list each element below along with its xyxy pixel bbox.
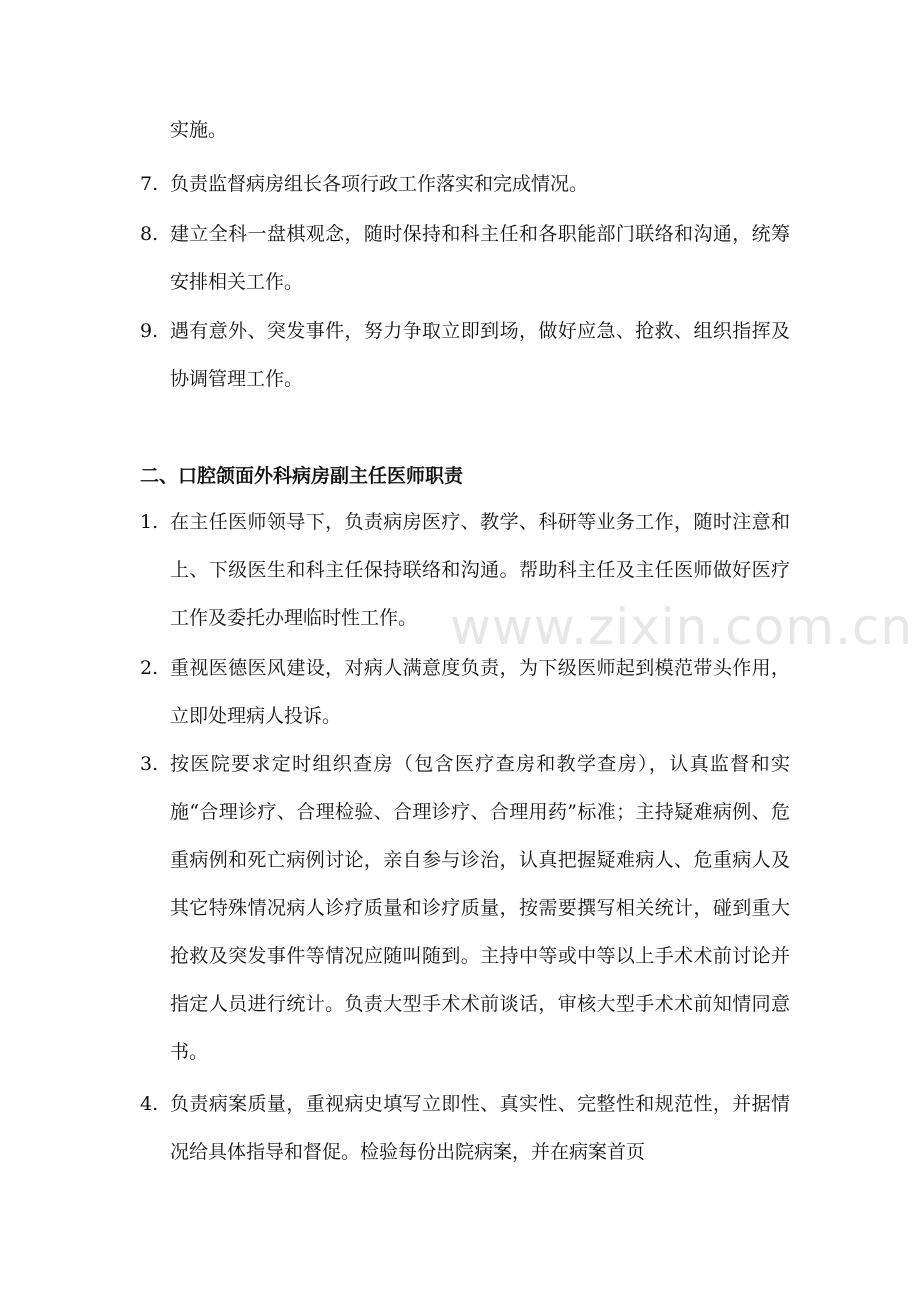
list-item-2 bbox=[140, 644, 790, 740]
list-item-8 bbox=[140, 210, 790, 306]
list-item-1 bbox=[140, 498, 790, 642]
item-number: 4. bbox=[140, 1093, 159, 1115]
item-text: 在主任医师领导下，负责病房医疗、教学、科研等业务工作，随时注意和上、下级医生和科主任保持联络和沟通。帮助科主任及主任医师做好医疗工作及委托办理临时性工作。 bbox=[170, 511, 790, 629]
item-text: 负责病案质量，重视病史填写立即性、真实性、完整性和规范性，并据情况给具体指导和督促。检验每份出院病案，并在病案首页 bbox=[170, 1093, 790, 1163]
list-item-3 bbox=[140, 740, 790, 1076]
item-text: 遇有意外、突发事件，努力争取立即到场，做好应急、抢救、组织指挥及协调管理工作。 bbox=[170, 320, 790, 390]
continued-text: 实施。 bbox=[170, 119, 228, 141]
item-number: 7. bbox=[140, 173, 159, 195]
item-text: 按医院要求定时组织查房（包含医疗查房和教学查房），认真监督和实施“合理诊疗、合理检验、合理诊疗、合理用药”标准；主持疑难病例、危重病例和死亡病例讨论，亲自参与诊治，认真把握疑难病人、危重病人及其它特殊情况病人诊疗质量和诊疗质量，按需要撰写相关统计，碰到重大抢救及突发事件等情况应随叫随到。主持中等或中等以上手术术前讨论并指定人员进行统计。负责大型手术术前谈话，审核大型手术术前知情同意书。 bbox=[170, 753, 790, 1063]
list-item-9 bbox=[140, 307, 790, 403]
list-item-4 bbox=[140, 1080, 790, 1176]
section-heading: 二、口腔颌面外科病房副主任医师职责 bbox=[140, 465, 464, 487]
item-number: 1. bbox=[140, 511, 159, 533]
item-number: 9. bbox=[140, 320, 159, 342]
list-item-7 bbox=[140, 160, 790, 208]
item-text: 建立全科一盘棋观念，随时保持和科主任和各职能部门联络和沟通，统筹安排相关工作。 bbox=[170, 223, 790, 293]
item-number: 2. bbox=[140, 657, 159, 679]
watermark-text: www.zixin.com.cn bbox=[450, 598, 914, 656]
item-text: 负责监督病房组长各项行政工作落实和完成情况。 bbox=[170, 173, 589, 195]
item-number: 8. bbox=[140, 223, 159, 245]
item-number: 3. bbox=[140, 753, 159, 775]
item-text: 重视医德医风建设，对病人满意度负责，为下级医师起到模范带头作用，立即处理病人投诉。 bbox=[170, 657, 790, 727]
